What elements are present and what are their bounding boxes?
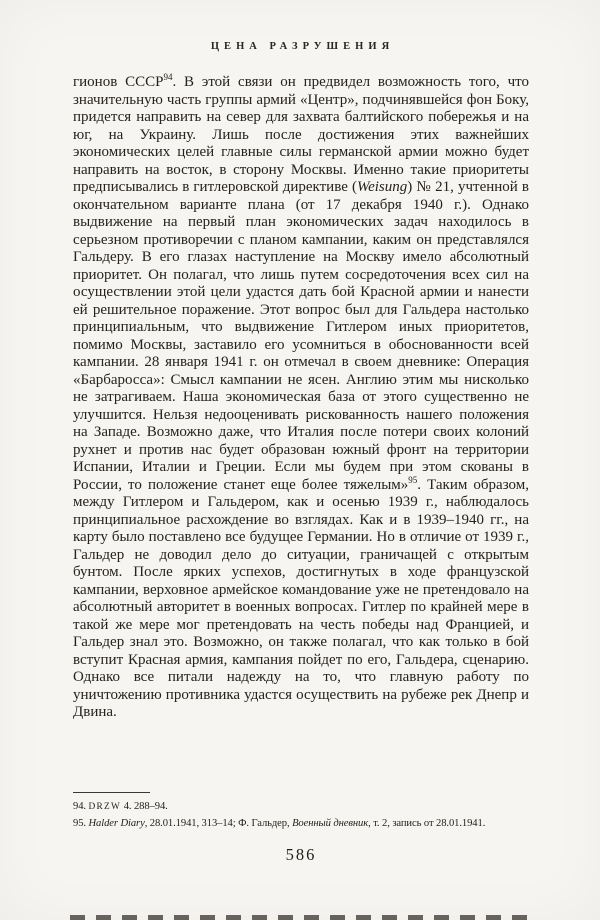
- footnote-95: 95. Halder Diary, 28.01.1941, 313–14; Ф. Гальдер, Военный дневник, т. 2, запись от 28.01.1941.: [73, 817, 486, 829]
- footnotes: [73, 799, 543, 833]
- footnote-94: 94. DRZW 4. 288–94.: [73, 801, 168, 812]
- footnote-divider: [73, 792, 150, 793]
- body-paragraph: гионов СССР$^{94}$. В этой связи он предвидел возможность того, что значительную часть группы армий «Центр», подчинявшейся фон Боку, придется направить на север для захвата балтийского побережья и на юг, на Украину. Лишь после достижения этих важнейших экономических целей главные силы германской армии можно будет направить на восток, в сторону Москвы. Именно такие приоритеты предписывались в гитлеровской директиве (Weisung) № 21, учтенной в окончательном варианте плана (от 17 декабря 1940 г.). Однако выдвижение на первый план экономических задач находилось в серьезном противоречии с планом кампании, каким он представлялся Гальдеру. В его глазах наступление на Москву имело абсолютный приоритет. Он полагал, что лишь путем сосредоточения всех сил на осуществлении этой цели удастся дать бой Красной армии и нанести ей решительное поражение. Этот вопрос был для Гальдера настолько принципиальным, что выдвижение Гитлером иных приоритетов, помимо Москвы, заставило его усомниться в обоснованности всей кампании. 28 января 1941 г. он отмечал в своем дневнике: Операция «Барбаросса»: Смысл кампании не ясен. Англию этим мы нисколько не затрагиваем. Наша экономическая база от этого существенно не улучшится. Нельзя недооценивать рискованность нашего положения на Западе. Возможно даже, что Италия после потери своих колоний рухнет и против нас будет образован южный фронт на территории Испании, Италии и Греции. Если мы будем при этом скованы в России, то положение станет еще более тяжелым»$^{95}$. Таким образом, между Гитлером и Гальдером, как и осенью 1939 г., наблюдалось принципиальное расхождение во взглядах. Как и в 1939–1940 гг., на карту было поставлено все будущее Германии. Но в отличие от 1939 г., Гальдер не доводил дело до ситуации, граничащей с открытым бунтом. После ярких успехов, достигнутых в ходе французской кампании, верховное армейское командование уже не претендовало на абсолютный авторитет в военных вопросах. Гитлер по крайней мере в такой же мере мог претендовать на честь победы над Францией, и Гальдер знал это. Возможно, он также полагал, что как только в бой вступит Красная армия, кампания пойдет по его, Гальдера, сценарию. Однако все питали надежду на то, что главную работу по уничтожению противника удастся осуществить на рубеже рек Днепр и Двина.: [73, 72, 530, 720]
- running-head: ЦЕНА РАЗРУШЕНИЯ: [210, 41, 395, 52]
- scan-edge-dashes: [70, 915, 530, 920]
- page-number: 586: [285, 845, 317, 864]
